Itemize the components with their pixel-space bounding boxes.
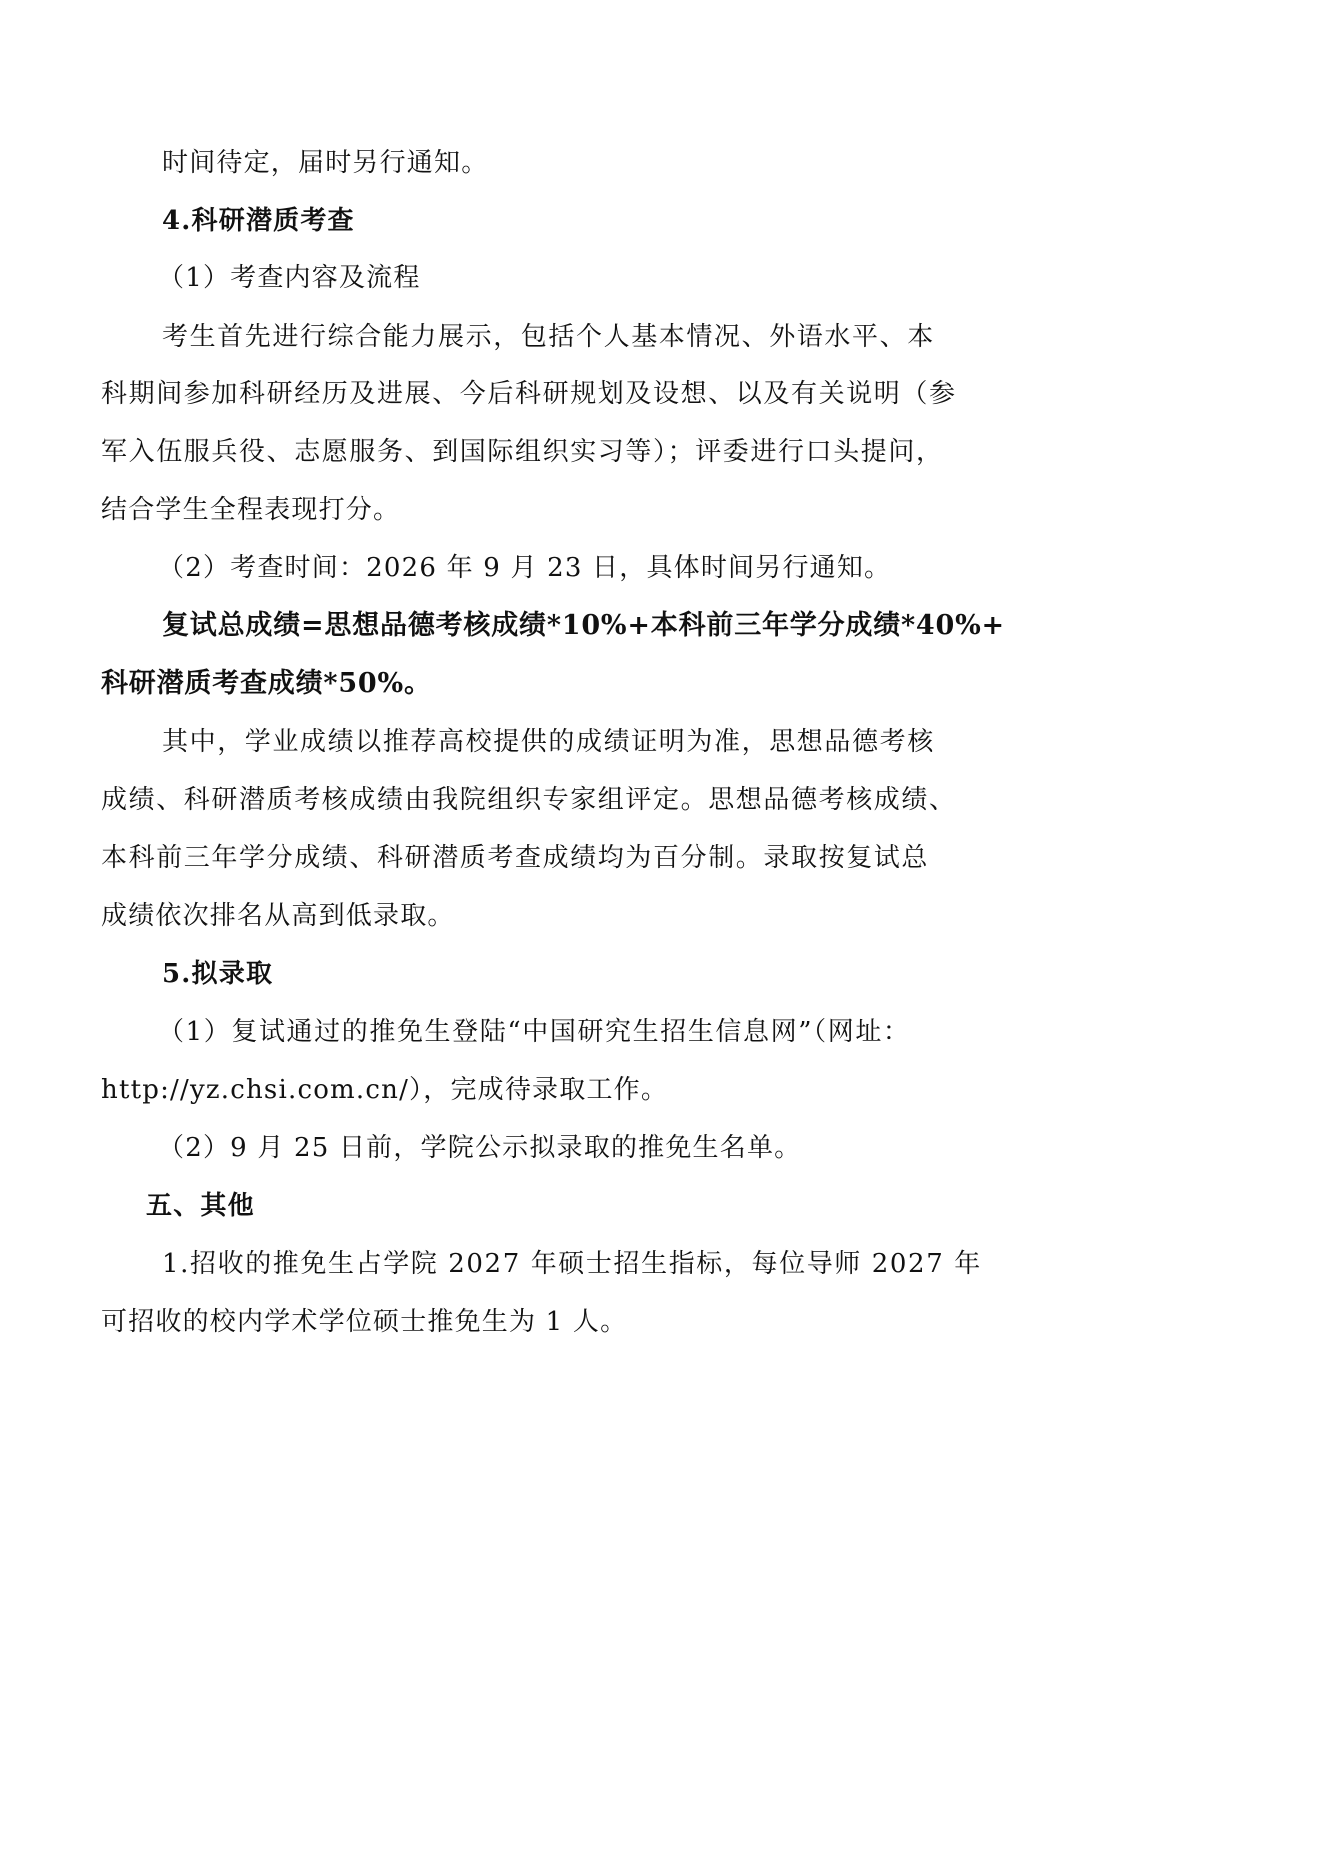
- section-heading-4: 4.科研潜质考查: [162, 206, 355, 236]
- score-formula-line: 科研潜质考查成绩*50%。: [101, 668, 432, 699]
- paragraph-line: http://yz.chsi.com.cn/），完成待录取工作。: [101, 1075, 669, 1105]
- paragraph-line: 成绩、科研潜质考核成绩由我院组织专家组评定。思想品德考核成绩、: [101, 785, 957, 815]
- paragraph-line: 可招收的校内学术学位硕士推免生为 1 人。: [101, 1307, 628, 1337]
- paragraph-line: 1.招收的推免生占学院 2027 年硕士招生指标，每位导师 2027 年: [162, 1249, 982, 1279]
- paragraph-line: （1）复试通过的推免生登陆“中国研究生招生信息网”（网址：: [158, 1017, 911, 1047]
- paragraph-line: （2）9 月 25 日前，学院公示拟录取的推免生名单。: [158, 1133, 802, 1163]
- section-heading-5: 5.拟录取: [162, 959, 274, 989]
- subsection-heading-2: （2）考查时间：2026 年 9 月 23 日，具体时间另行通知。: [158, 553, 892, 583]
- paragraph-line: 军入伍服兵役、志愿服务、到国际组织实习等）；评委进行口头提问，: [101, 437, 944, 467]
- paragraph-continuation: 时间待定，届时另行通知。: [162, 148, 489, 178]
- score-formula-line: 复试总成绩=思想品德考核成绩*10%+本科前三年学分成绩*40%+: [162, 610, 1005, 641]
- paragraph-line: 科期间参加科研经历及进展、今后科研规划及设想、以及有关说明（参: [101, 379, 957, 409]
- paragraph-line: 考生首先进行综合能力展示，包括个人基本情况、外语水平、本: [162, 322, 935, 352]
- paragraph-line: 本科前三年学分成绩、科研潜质考查成绩均为百分制。录取按复试总: [101, 843, 930, 873]
- paragraph-line: 其中，学业成绩以推荐高校提供的成绩证明为准，思想品德考核: [162, 727, 935, 757]
- paragraph-line: 结合学生全程表现打分。: [101, 495, 401, 525]
- paragraph-line: 成绩依次排名从高到低录取。: [101, 901, 455, 931]
- section-heading-other: 五、其他: [146, 1191, 255, 1221]
- subsection-heading-1: （1）考查内容及流程: [158, 263, 421, 293]
